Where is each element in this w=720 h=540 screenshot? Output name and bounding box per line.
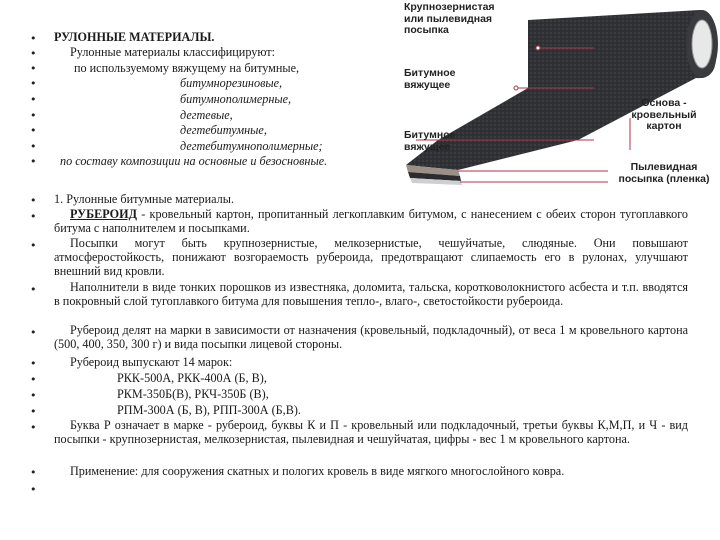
bullet: • xyxy=(30,421,37,434)
type-item: дегтебитумнополимерные; xyxy=(180,139,323,153)
bullet: • xyxy=(30,109,37,122)
bullet: • xyxy=(30,239,37,252)
bullet: • xyxy=(30,466,37,479)
intro-line: по составу композиции на основные и безосновные. xyxy=(60,154,328,168)
bullet: • xyxy=(30,124,37,137)
bullet: • xyxy=(30,47,37,60)
paragraph-grades: Рубероид делят на марки в зависимости от назначения (кровельный, подкладочный), от веса 1 м кровельного картона (500, 400, 350, 300 г) и вида посыпки лицевой стороны. xyxy=(54,323,688,351)
label-binder-top: Битумное вяжущее xyxy=(404,67,456,91)
paragraph-application: Применение: для сооружения скатных и пологих кровель в виде мягкого многослойного ковра. xyxy=(70,464,565,478)
bullet: • xyxy=(30,483,37,496)
grade-line: РКМ-350Б(В), РКЧ-350Б (В), xyxy=(117,387,269,401)
label-binder-bottom: Битумное вяжущее xyxy=(404,129,456,153)
paragraph-fillers: Наполнители в виде тонких порошков из известняка, доломита, тальска, коротковолокнистого асбеста и т.п. вводятся в покровный слой тугоплавкого битума для повышения тепло-, влаго-, светостойкости рубероида. xyxy=(54,280,688,308)
bullet: • xyxy=(30,32,37,45)
paragraph-toppings: Посыпки могут быть крупнозернистые, мелкозернистые, чешуйчатые, слюдяные. Они повышают атмосферостойкость, понижают возгораемость рубероида, предотвращают слипаемость его в рулонах, улучшают внешний вид кровли. xyxy=(54,236,688,278)
intro-line: по используемому вяжущему на битумные, xyxy=(74,61,300,75)
bullet: • xyxy=(30,210,37,223)
paragraph-ruberoid: РУБЕРОИД - кровельный картон, пропитанный легкоплавким битумом, с нанесением с обеих сторон тугоплавкого битума с наполнителем и посыпками. xyxy=(54,207,688,235)
grade-line: РКК-500А, РКК-400А (Б, В), xyxy=(117,371,267,385)
type-item: битумнорезиновые, xyxy=(180,76,283,90)
bullet: • xyxy=(30,357,37,370)
bullet: • xyxy=(30,155,37,168)
label-topping: Крупнозернистая или пылевидная посыпка xyxy=(404,1,495,36)
bullet: • xyxy=(30,405,37,418)
grades-count: Рубероид выпускают 14 марок: xyxy=(70,355,233,369)
bullet: • xyxy=(30,283,37,296)
type-item: битумнополимерные, xyxy=(180,92,292,106)
intro-line: Рулонные материалы классифицируют: xyxy=(70,45,276,59)
bullet: • xyxy=(30,62,37,75)
type-item: дегтебитумные, xyxy=(180,123,267,137)
section-title: 1. Рулонные битумные материалы. xyxy=(54,192,234,206)
bullet: • xyxy=(30,93,37,106)
term-ruberoid: РУБЕРОИД xyxy=(70,207,137,221)
bullet: • xyxy=(30,389,37,402)
bullet: • xyxy=(30,326,37,339)
roll-figure xyxy=(398,0,720,200)
bullet: • xyxy=(30,77,37,90)
roll-core xyxy=(692,20,712,68)
bullet: • xyxy=(30,373,37,386)
bullet: • xyxy=(30,194,37,207)
paragraph-letters: Буква Р означает в марке - рубероид, буквы К и П - кровельный или подкладочный, третьи буквы К,М,П, и Ч - вид посыпки - крупнозернистая, мелкозернистая, пылевидная и чешуйчатая, цифры - вес 1 м кровельного картона. xyxy=(54,418,688,446)
type-item: дегтевые, xyxy=(180,108,233,122)
intro-heading: РУЛОННЫЕ МАТЕРИАЛЫ. xyxy=(54,30,215,44)
grade-line: РПМ-300А (Б, В), РПП-300А (Б,В). xyxy=(117,403,301,417)
label-base: Основа - кровельный картон xyxy=(631,97,697,132)
label-film: Пылевидная посыпка (пленка) xyxy=(618,161,710,185)
bullet: • xyxy=(30,140,37,153)
